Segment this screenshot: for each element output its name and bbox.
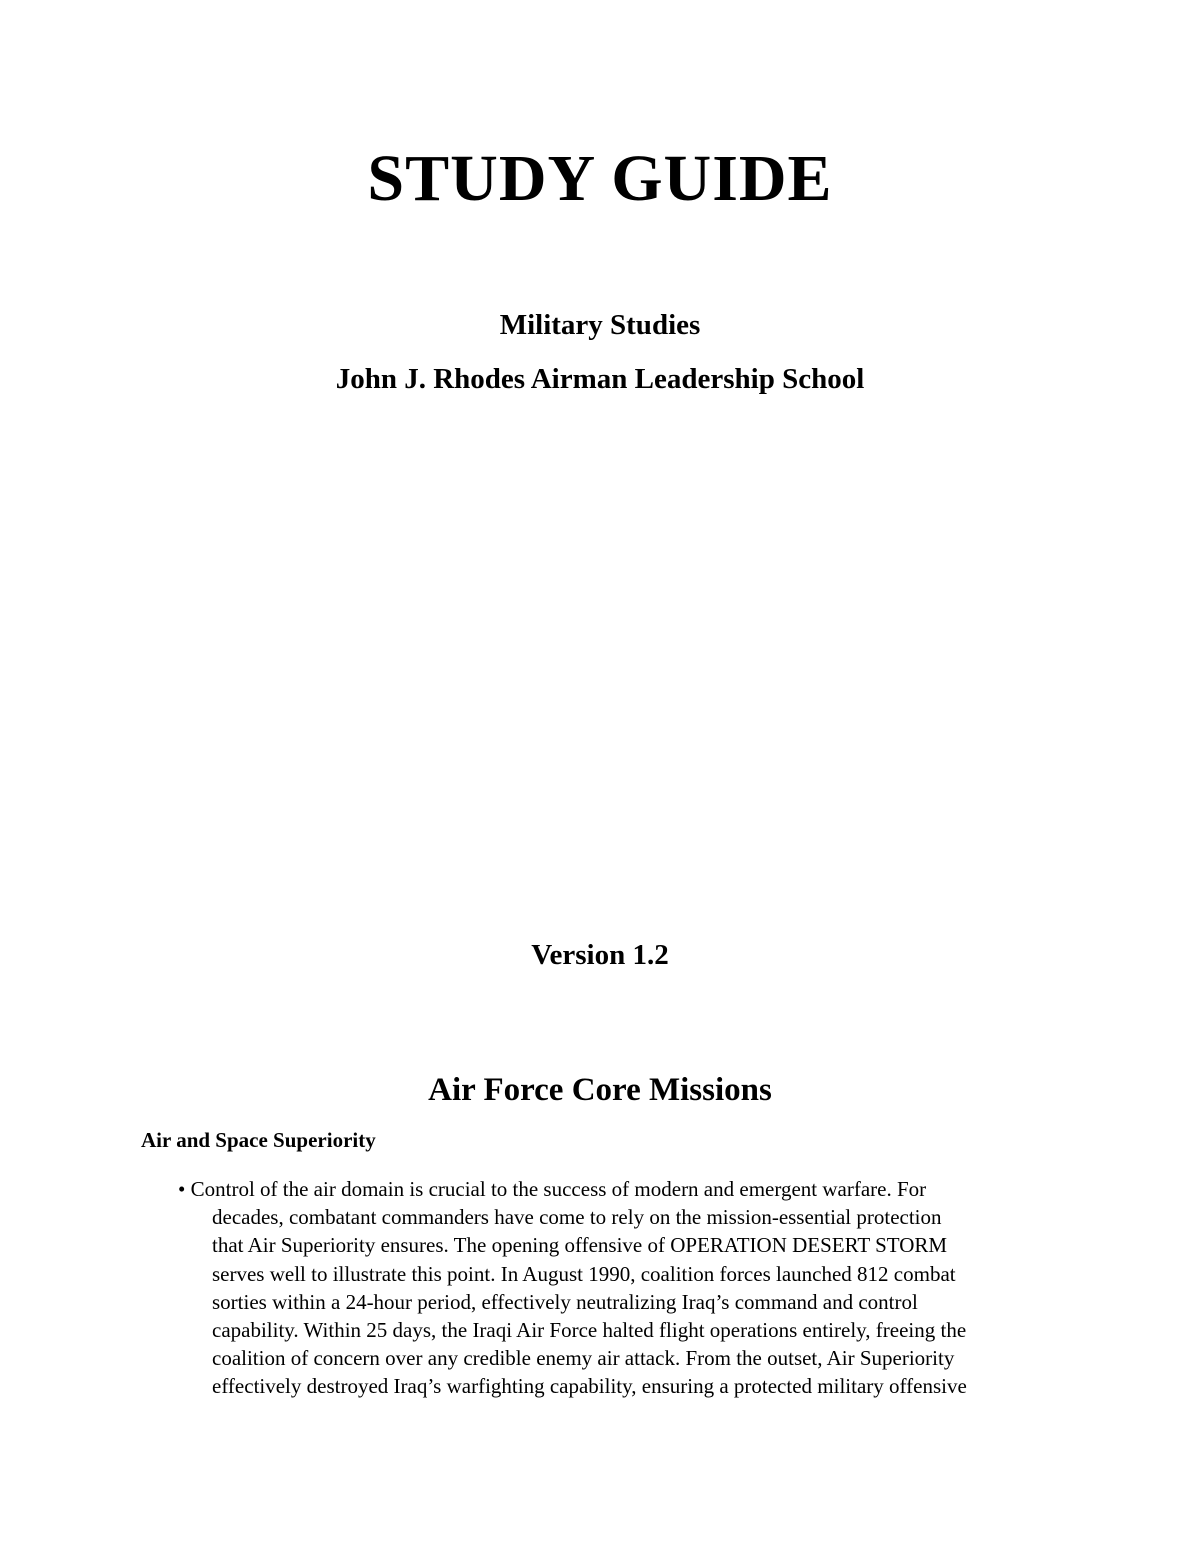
bullet-marker: • <box>178 1177 186 1201</box>
body-paragraph <box>178 1175 1078 1401</box>
section-heading: Air Force Core Missions <box>428 1072 772 1108</box>
paragraph-line: decades, combatant commanders have come to rely on the mission-essential protection <box>212 1205 942 1230</box>
document-subject: Military Studies <box>499 309 701 341</box>
paragraph-line: capability. Within 25 days, the Iraqi Air Force halted flight operations entirely, freeing the <box>212 1318 967 1343</box>
subsection-heading: Air and Space Superiority <box>141 1128 376 1152</box>
version-label: Version 1.2 <box>531 939 669 971</box>
paragraph-line: effectively destroyed Iraq’s warfighting capability, ensuring a protected military offensive <box>212 1374 967 1399</box>
paragraph-line: serves well to illustrate this point. In August 1990, coalition forces launched 812 combat <box>212 1261 956 1286</box>
paragraph-line <box>178 1175 1078 1203</box>
paragraph-line: coalition of concern over any credible enemy air attack. From the outset, Air Superiority <box>212 1346 955 1371</box>
paragraph-line: that Air Superiority ensures. The opening offensive of OPERATION DESERT STORM <box>212 1233 948 1258</box>
paragraph-line-text: Control of the air domain is crucial to the success of modern and emergent warfare. For <box>190 1177 927 1201</box>
document-title: STUDY GUIDE <box>367 142 833 215</box>
school-name: John J. Rhodes Airman Leadership School <box>335 363 865 395</box>
paragraph-line: sorties within a 24-hour period, effectively neutralizing Iraq’s command and control <box>212 1289 918 1314</box>
